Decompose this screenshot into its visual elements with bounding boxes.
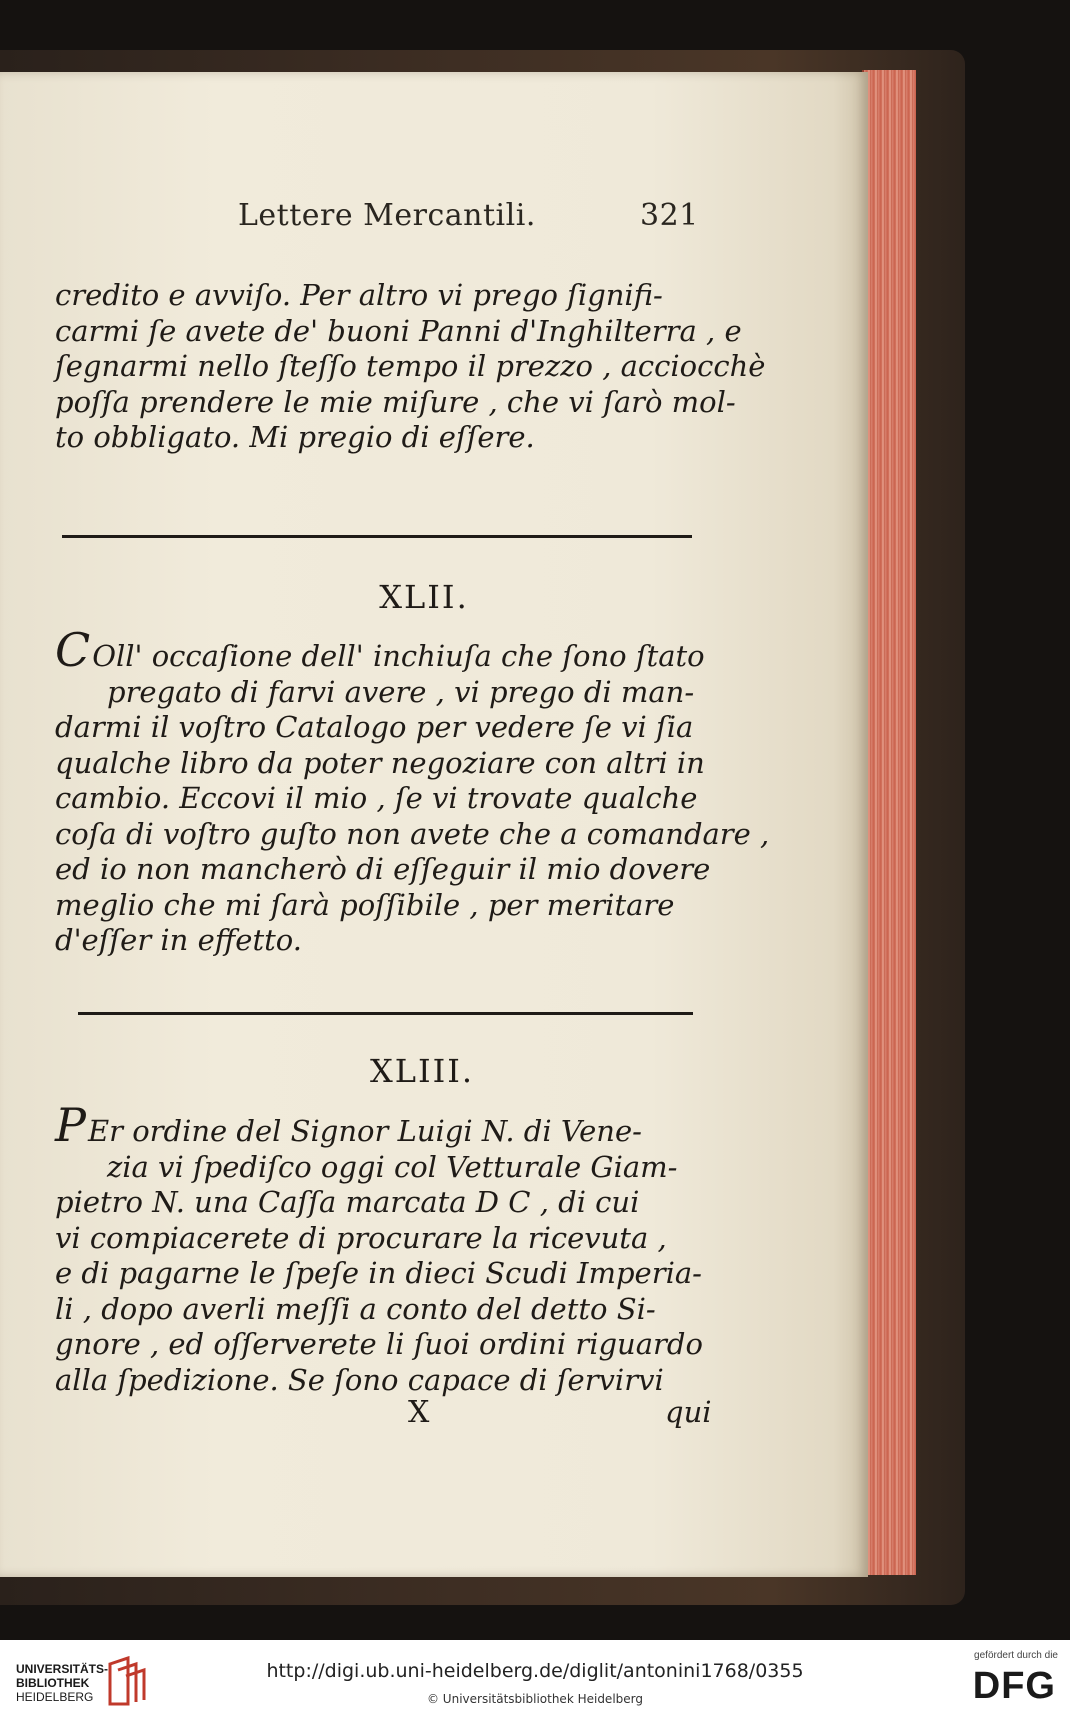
text-line: carmi ſe avete de' buoni Panni d'Inghilterra , e [55,313,742,348]
text-line: alla ſpedizione. Se ſono capace di ſervirvi [55,1362,664,1397]
text-line: vi compiacerete di procurare la ricevuta , [55,1220,667,1255]
text-line: Er ordine del Signor Luigi N. di Vene- [87,1114,642,1148]
text-line: credito e avviſo. Per altro vi prego ſignifi- [55,278,663,312]
running-head [0,198,868,238]
library-name-line: BIBLIOTHEK [16,1676,90,1690]
section-rule [78,1012,693,1015]
text-line: to obbligato. Mi pregio di eſſere. [55,420,535,454]
library-name-line: HEIDELBERG [16,1690,94,1704]
text-line: gnore , ed oſſerverete li ſuoi ordini riguardo [55,1327,703,1361]
letter-heading-43: XLIII. [369,1052,475,1090]
text-line-first [55,623,705,677]
drop-cap: P [55,1098,86,1152]
text-line: li , dopo averli meſſi a conto del detto Si- [55,1291,656,1326]
text-line: qualche libro da poter negoziare con altri in [55,745,705,780]
text-line: meglio che mi ſarà poſſibile , per meritare [55,887,675,922]
copyright-notice: © Universitätsbibliothek Heidelberg [426,1692,643,1706]
funded-by-label: gefördert durch die [974,1650,1058,1661]
text-line: pietro N. una Caſſa marcata D C , di cui [55,1185,640,1219]
text-line: poſſa prendere le mie miſure , che vi ſarò mol- [55,384,736,419]
section-rule [62,535,692,538]
running-title: Lettere Mercantili. [238,198,536,233]
catchword: qui [665,1395,712,1429]
page-number: 321 [640,198,699,233]
viewer-footer [0,1640,1070,1718]
signature-mark: X [408,1395,430,1430]
library-name-line: UNIVERSITÄTS- [16,1662,109,1676]
letter-41-ending [55,278,766,456]
page-foot [0,1395,868,1435]
text-line: darmi il voſtro Catalogo per vedere ſe vi ſia [55,710,694,744]
permalink-url[interactable]: http://digi.ub.uni-heidelberg.de/diglit/antonini1768/0355 [266,1660,804,1682]
text-line: coſa di voſtro guſto non avete che a comandare , [55,816,770,851]
letter-heading-42: XLII. [379,578,469,616]
text-line: pregato di farvi avere , vi prego di man- [107,674,695,709]
drop-cap: C [55,623,91,677]
text-line: cambio. Eccovi il mio , ſe vi trovate qualche [55,781,698,815]
letter-43-body [55,1098,703,1398]
text-line-first [55,1098,700,1152]
text-line: ſegnarmi nello ſteſſo tempo il prezzo , acciocchè [55,349,766,383]
page-edge-red [862,70,916,1575]
letter-42-body [55,623,770,959]
text-line: e di pagarne le ſpeſe in dieci Scudi Imperia- [55,1256,702,1290]
text-line: Oll' occaſione dell' inchiuſa che ſono ſtato [92,639,705,673]
text-line: zia vi ſpediſco oggi col Vetturale Giam- [107,1149,678,1184]
text-line: ed io non mancherò di eſſeguir il mio dovere [55,852,711,886]
dfg-logo: DFG [972,1665,1056,1707]
text-line: d'eſſer in effetto. [55,923,302,957]
